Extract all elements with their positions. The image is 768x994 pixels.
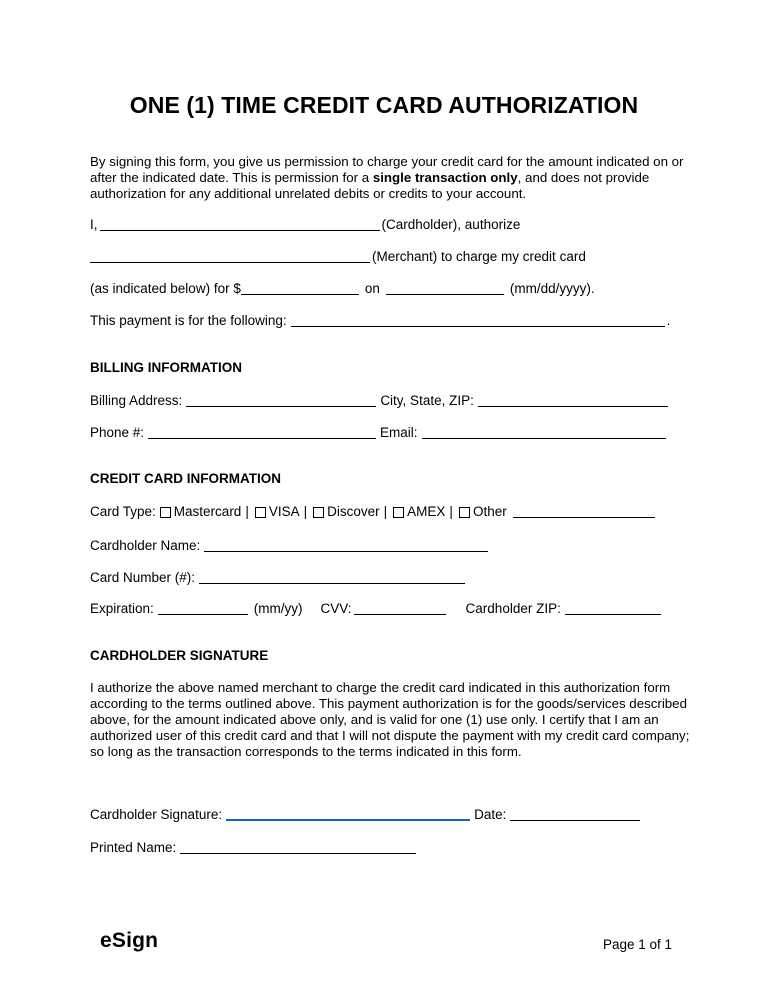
card-number-field[interactable]: [199, 570, 465, 584]
authorization-paragraph: I authorize the above named merchant to charge the credit card indicated in this authorization form according to the terms outlined above. This payment authorization is for the goods/services described above, for the amount indicated above only, and is valid for one (1) use only. I certify that I am an authorized user of this credit card and that I will not dispute the payment with my credit card company; so long as the transaction corresponds to the terms indicated in this form.: [90, 680, 690, 759]
expiration-label: Expiration:: [90, 601, 154, 616]
payment-row: [90, 312, 670, 330]
signature-field[interactable]: [226, 806, 470, 821]
on-label: on: [364, 281, 380, 296]
date-label: Date:: [474, 807, 507, 822]
printed-name-label: Printed Name:: [90, 840, 177, 855]
phone-field[interactable]: [148, 425, 376, 439]
discover-label: Discover: [327, 504, 380, 519]
form-title: ONE (1) TIME CREDIT CARD AUTHORIZATION: [129, 92, 639, 118]
other-label: Other: [472, 504, 507, 519]
separator: |: [245, 504, 249, 519]
city-state-zip-field[interactable]: [478, 393, 668, 407]
card-type-label: Card Type:: [90, 504, 156, 519]
esign-logo: eSign: [100, 929, 159, 952]
mastercard-checkbox[interactable]: [160, 507, 171, 518]
contact-row: [90, 424, 668, 442]
merchant-row: [90, 248, 586, 266]
merchant-label: (Merchant) to charge my credit card: [372, 249, 586, 264]
billing-address-field[interactable]: [186, 393, 376, 407]
cardholder-name-label: Cardholder Name:: [90, 538, 201, 553]
i-prefix: I,: [90, 217, 98, 232]
email-field[interactable]: [422, 425, 666, 439]
signature-label: Cardholder Signature:: [90, 807, 223, 822]
other-checkbox[interactable]: [459, 507, 470, 518]
cardholder-row: [90, 216, 520, 234]
cvv-label: CVV:: [320, 601, 352, 616]
cardholder-name-row: [90, 537, 490, 555]
payment-label: This payment is for the following:: [90, 313, 287, 328]
amount-prefix: (as indicated below) for $: [90, 281, 241, 296]
signature-heading: CARDHOLDER SIGNATURE: [90, 648, 269, 663]
cardholder-label: (Cardholder), authorize: [381, 217, 521, 232]
mastercard-label: Mastercard: [173, 504, 242, 519]
billing-address-row: [90, 392, 670, 410]
signature-date-field[interactable]: [510, 807, 640, 821]
expiration-field[interactable]: [158, 601, 248, 615]
card-type-row: [90, 503, 657, 521]
cardholder-name-input[interactable]: [204, 538, 488, 552]
billing-address-label: Billing Address:: [90, 393, 183, 408]
amount-field[interactable]: [241, 281, 359, 295]
visa-checkbox[interactable]: [255, 507, 266, 518]
printed-name-row: [90, 839, 418, 857]
intro-text-1: By signing this form, you give us permission to charge your credit card for the amount indicated on or after the indicated date. This is permission for a: [90, 154, 684, 185]
card-number-label: Card Number (#):: [90, 570, 196, 585]
visa-label: VISA: [268, 504, 300, 519]
email-label: Email:: [380, 425, 418, 440]
exp-format-label: (mm/yy): [253, 601, 303, 616]
merchant-name-field[interactable]: [90, 249, 370, 263]
card-number-row: [90, 569, 467, 587]
intro-text-2: , and does not provide authorization for any additional unrelated debits or credits to your account.: [90, 170, 650, 201]
payment-end: .: [666, 313, 671, 328]
intro-bold: single transaction only: [372, 170, 518, 185]
payment-description-field[interactable]: [291, 313, 665, 327]
credit-card-heading: CREDIT CARD INFORMATION: [90, 471, 281, 486]
printed-name-field[interactable]: [180, 840, 416, 854]
separator: |: [383, 504, 388, 519]
intro-paragraph: [90, 154, 690, 202]
charge-date-field[interactable]: [386, 281, 504, 295]
phone-label: Phone #:: [90, 425, 145, 440]
other-card-type-field[interactable]: [513, 504, 655, 518]
date-format-label: (mm/dd/yyyy).: [509, 281, 595, 296]
cardholder-name-field[interactable]: [100, 217, 380, 231]
cvv-field[interactable]: [354, 601, 446, 615]
cardholder-zip-label: Cardholder ZIP:: [465, 601, 561, 616]
discover-checkbox[interactable]: [313, 507, 324, 518]
amex-checkbox[interactable]: [393, 507, 404, 518]
separator: |: [449, 504, 453, 519]
amex-label: AMEX: [407, 504, 446, 519]
billing-heading: BILLING INFORMATION: [90, 360, 242, 375]
separator: |: [303, 504, 308, 519]
amount-row: [90, 280, 595, 298]
city-state-zip-label: City, State, ZIP:: [380, 393, 474, 408]
page-number: Page 1 of 1: [603, 937, 673, 952]
cardholder-zip-field[interactable]: [565, 601, 661, 615]
signature-row: [90, 806, 642, 824]
expiration-row: [90, 600, 663, 618]
